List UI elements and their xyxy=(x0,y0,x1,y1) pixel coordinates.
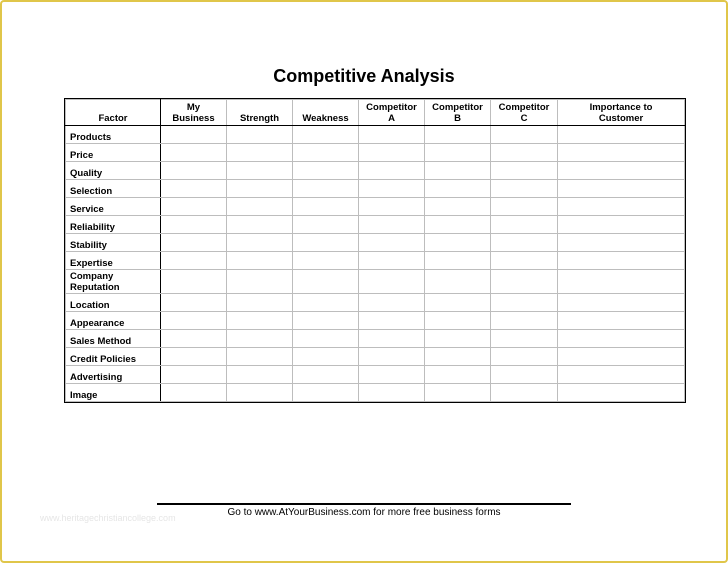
entry-cell[interactable] xyxy=(293,312,359,330)
entry-cell[interactable] xyxy=(491,294,558,312)
column-header-my-business: My Business xyxy=(161,100,227,126)
entry-cell[interactable] xyxy=(491,270,558,294)
table-row xyxy=(66,348,685,366)
entry-cell[interactable] xyxy=(227,126,293,144)
table-row xyxy=(66,384,685,402)
entry-cell[interactable] xyxy=(359,270,425,294)
entry-cell[interactable] xyxy=(359,216,425,234)
entry-cell[interactable] xyxy=(227,234,293,252)
entry-cell[interactable] xyxy=(161,330,227,348)
entry-cell[interactable] xyxy=(491,312,558,330)
entry-cell[interactable] xyxy=(491,216,558,234)
entry-cell[interactable] xyxy=(293,180,359,198)
entry-cell[interactable] xyxy=(558,348,685,366)
row-label-sales-method: Sales Method xyxy=(66,330,161,348)
column-header-importance: Importance to Customer xyxy=(558,100,685,126)
column-header-competitor-b: Competitor B xyxy=(425,100,491,126)
entry-cell[interactable] xyxy=(425,366,491,384)
footer-rule xyxy=(157,503,571,505)
page-title: Competitive Analysis xyxy=(273,66,455,86)
entry-cell[interactable] xyxy=(558,198,685,216)
row-label-company-reputation: Company Reputation xyxy=(66,270,161,294)
entry-cell[interactable] xyxy=(359,198,425,216)
table-row xyxy=(66,126,685,144)
entry-cell[interactable] xyxy=(425,126,491,144)
table-row xyxy=(66,252,685,270)
entry-cell[interactable] xyxy=(558,270,685,294)
entry-cell[interactable] xyxy=(491,348,558,366)
entry-cell[interactable] xyxy=(161,270,227,294)
table-row xyxy=(66,312,685,330)
entry-cell[interactable] xyxy=(161,366,227,384)
entry-cell[interactable] xyxy=(293,234,359,252)
entry-cell[interactable] xyxy=(425,294,491,312)
entry-cell[interactable] xyxy=(359,180,425,198)
entry-cell[interactable] xyxy=(293,126,359,144)
row-label-stability: Stability xyxy=(66,234,161,252)
entry-cell[interactable] xyxy=(293,144,359,162)
entry-cell[interactable] xyxy=(227,312,293,330)
row-label-service: Service xyxy=(66,198,161,216)
entry-cell[interactable] xyxy=(558,216,685,234)
table-header-row xyxy=(66,100,685,126)
entry-cell[interactable] xyxy=(161,252,227,270)
table-row xyxy=(66,144,685,162)
entry-cell[interactable] xyxy=(227,294,293,312)
entry-cell[interactable] xyxy=(491,234,558,252)
entry-cell[interactable] xyxy=(558,312,685,330)
row-label-location: Location xyxy=(66,294,161,312)
row-label-selection: Selection xyxy=(66,180,161,198)
table-row xyxy=(66,330,685,348)
column-header-weakness: Weakness xyxy=(293,100,359,126)
entry-cell[interactable] xyxy=(425,270,491,294)
entry-cell[interactable] xyxy=(425,198,491,216)
row-label-products: Products xyxy=(66,126,161,144)
entry-cell[interactable] xyxy=(359,384,425,402)
entry-cell[interactable] xyxy=(558,144,685,162)
entry-cell[interactable] xyxy=(359,348,425,366)
row-label-appearance: Appearance xyxy=(66,312,161,330)
entry-cell[interactable] xyxy=(227,198,293,216)
entry-cell[interactable] xyxy=(227,144,293,162)
entry-cell[interactable] xyxy=(161,294,227,312)
entry-cell[interactable] xyxy=(491,162,558,180)
entry-cell[interactable] xyxy=(558,162,685,180)
entry-cell[interactable] xyxy=(227,384,293,402)
entry-cell[interactable] xyxy=(425,180,491,198)
row-label-quality: Quality xyxy=(66,162,161,180)
entry-cell[interactable] xyxy=(359,144,425,162)
entry-cell[interactable] xyxy=(491,198,558,216)
entry-cell[interactable] xyxy=(227,216,293,234)
entry-cell[interactable] xyxy=(359,162,425,180)
entry-cell[interactable] xyxy=(293,330,359,348)
entry-cell[interactable] xyxy=(425,234,491,252)
entry-cell[interactable] xyxy=(227,348,293,366)
entry-cell[interactable] xyxy=(558,234,685,252)
entry-cell[interactable] xyxy=(491,252,558,270)
table-row xyxy=(66,234,685,252)
entry-cell[interactable] xyxy=(293,384,359,402)
entry-cell[interactable] xyxy=(425,144,491,162)
entry-cell[interactable] xyxy=(359,252,425,270)
table-row xyxy=(66,294,685,312)
entry-cell[interactable] xyxy=(161,144,227,162)
entry-cell[interactable] xyxy=(227,180,293,198)
entry-cell[interactable] xyxy=(558,126,685,144)
column-header-strength: Strength xyxy=(227,100,293,126)
entry-cell[interactable] xyxy=(558,294,685,312)
entry-cell[interactable] xyxy=(161,234,227,252)
row-label-price: Price xyxy=(66,144,161,162)
table-row xyxy=(66,216,685,234)
row-label-reliability: Reliability xyxy=(66,216,161,234)
column-header-factor: Factor xyxy=(66,100,161,126)
entry-cell[interactable] xyxy=(293,366,359,384)
watermark-text: www.heritagechristiancollege.com xyxy=(40,513,176,523)
entry-cell[interactable] xyxy=(161,312,227,330)
entry-cell[interactable] xyxy=(425,216,491,234)
entry-cell[interactable] xyxy=(227,366,293,384)
competitive-analysis-table xyxy=(65,99,685,402)
entry-cell[interactable] xyxy=(227,330,293,348)
entry-cell[interactable] xyxy=(359,294,425,312)
entry-cell[interactable] xyxy=(425,348,491,366)
entry-cell[interactable] xyxy=(491,126,558,144)
entry-cell[interactable] xyxy=(161,348,227,366)
entry-cell[interactable] xyxy=(227,252,293,270)
entry-cell[interactable] xyxy=(558,252,685,270)
entry-cell[interactable] xyxy=(558,180,685,198)
table-row xyxy=(66,180,685,198)
entry-cell[interactable] xyxy=(558,384,685,402)
entry-cell[interactable] xyxy=(359,330,425,348)
row-label-advertising: Advertising xyxy=(66,366,161,384)
entry-cell[interactable] xyxy=(491,180,558,198)
entry-cell[interactable] xyxy=(491,384,558,402)
entry-cell[interactable] xyxy=(161,216,227,234)
entry-cell[interactable] xyxy=(425,330,491,348)
entry-cell[interactable] xyxy=(293,252,359,270)
footer-text: Go to www.AtYourBusiness.com for more free business forms xyxy=(227,507,501,518)
table-row xyxy=(66,162,685,180)
entry-cell[interactable] xyxy=(293,294,359,312)
entry-cell[interactable] xyxy=(359,126,425,144)
entry-cell[interactable] xyxy=(161,198,227,216)
entry-cell[interactable] xyxy=(161,162,227,180)
entry-cell[interactable] xyxy=(359,234,425,252)
entry-cell[interactable] xyxy=(161,180,227,198)
table-row xyxy=(66,198,685,216)
entry-cell[interactable] xyxy=(491,366,558,384)
entry-cell[interactable] xyxy=(161,384,227,402)
entry-cell[interactable] xyxy=(558,366,685,384)
entry-cell[interactable] xyxy=(293,198,359,216)
entry-cell[interactable] xyxy=(293,270,359,294)
entry-cell[interactable] xyxy=(425,162,491,180)
entry-cell[interactable] xyxy=(558,330,685,348)
table-row xyxy=(66,366,685,384)
entry-cell[interactable] xyxy=(425,252,491,270)
entry-cell[interactable] xyxy=(359,312,425,330)
row-label-credit-policies: Credit Policies xyxy=(66,348,161,366)
entry-cell[interactable] xyxy=(491,330,558,348)
entry-cell[interactable] xyxy=(491,144,558,162)
entry-cell[interactable] xyxy=(359,366,425,384)
entry-cell[interactable] xyxy=(293,216,359,234)
row-label-image: Image xyxy=(66,384,161,402)
entry-cell[interactable] xyxy=(161,126,227,144)
entry-cell[interactable] xyxy=(227,270,293,294)
entry-cell[interactable] xyxy=(293,162,359,180)
row-label-expertise: Expertise xyxy=(66,252,161,270)
table-row xyxy=(66,270,685,294)
column-header-competitor-c: Competitor C xyxy=(491,100,558,126)
column-header-competitor-a: Competitor A xyxy=(359,100,425,126)
entry-cell[interactable] xyxy=(425,384,491,402)
entry-cell[interactable] xyxy=(227,162,293,180)
entry-cell[interactable] xyxy=(293,348,359,366)
entry-cell[interactable] xyxy=(425,312,491,330)
